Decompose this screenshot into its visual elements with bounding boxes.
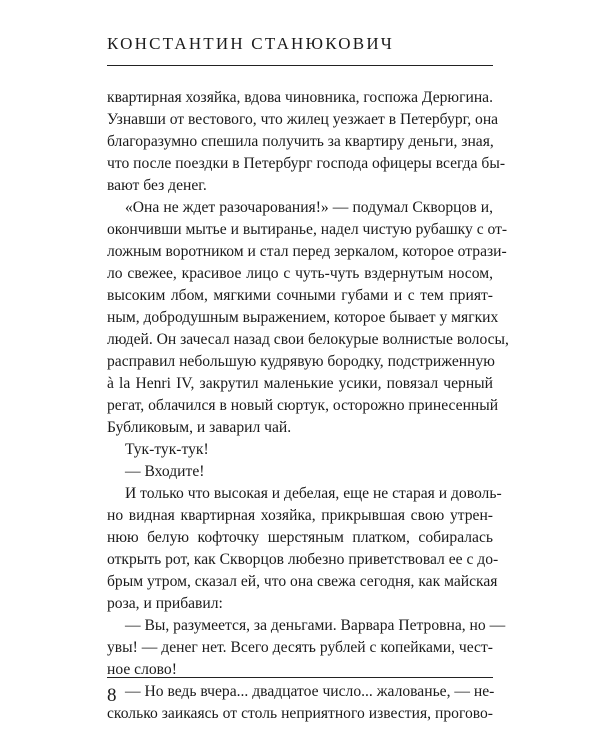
- text-line: роза, и прибавил:: [107, 595, 223, 612]
- text-line: но видная квартирная хозяйка, прикрывшая свою утрен-: [107, 507, 493, 524]
- text-line: открыть рот, как Скворцов любезно приветствовал ее с до-: [107, 551, 499, 568]
- text-line: благоразумно спешила получить за квартиру деньги, зная,: [107, 133, 494, 150]
- text-line: людей. Он зачесал назад свои белокурые волнистые волосы,: [107, 331, 509, 348]
- text-line: Узнавши от вестового, что жилец уезжает в Петербург, она: [107, 111, 499, 128]
- text-line: брым утром, сказал ей, что она свежа сегодня, как майская: [107, 573, 498, 590]
- text-line: ло свежее, красивое лицо с чуть-чуть вздернутым носом,: [107, 265, 493, 282]
- text-line: нюю белую кофточку шерстяным платком, собиралась: [107, 529, 493, 546]
- text-line: Тук-тук-тук!: [125, 441, 209, 458]
- text-line: вают без денег.: [107, 177, 207, 194]
- text-line: à la Henri IV, закрутил маленькие усики, повязал черный: [107, 375, 493, 392]
- text-line: окончивши мытье и вытиранье, надел чистую рубашку с от-: [107, 221, 508, 238]
- text-line: — Но ведь вчера... двадцатое число... жалованье, — не-: [125, 683, 495, 700]
- text-line: высоким лбом, мягкими сочными губами и с тем прият-: [107, 287, 493, 304]
- running-head-author: КОНСТАНТИН СТАНЮКОВИЧ: [107, 34, 395, 53]
- text-line: — Входите!: [125, 463, 205, 480]
- header-rule: [107, 65, 493, 66]
- page-number: 8: [107, 685, 117, 706]
- text-line: Бубликовым, и заварил чай.: [107, 419, 292, 436]
- footer-rule: [107, 677, 493, 678]
- text-line: сколько заикаясь от столь неприятного известия, прогово-: [107, 705, 493, 722]
- text-line: И только что высокая и дебелая, еще не старая и доволь-: [125, 485, 502, 502]
- page-body: [107, 87, 509, 725]
- text-line: расправил небольшую кудрявую бородку, подстриженную: [107, 353, 495, 370]
- text-line: квартирная хозяйка, вдова чиновника, госпожа Дерюгина.: [107, 89, 493, 106]
- text-line: что после поездки в Петербург господа офицеры всегда бы-: [107, 155, 506, 172]
- text-line: ным, добродушным выражением, которое бывает у мягких: [107, 309, 499, 326]
- text-line: регат, облачился в новый сюртук, осторожно принесенный: [107, 397, 499, 414]
- text-line: ное слово!: [107, 661, 177, 678]
- text-line: — Вы, разумеется, за деньгами. Варвара Петровна, но —: [125, 617, 506, 634]
- text-line: «Она не ждет разочарования!» — подумал Скворцов и,: [125, 199, 493, 216]
- text-line: ложным воротником и стал перед зеркалом, которое отрази-: [107, 243, 507, 260]
- text-line: увы! — денег нет. Всего десять рублей с копейками, чест-: [107, 639, 493, 656]
